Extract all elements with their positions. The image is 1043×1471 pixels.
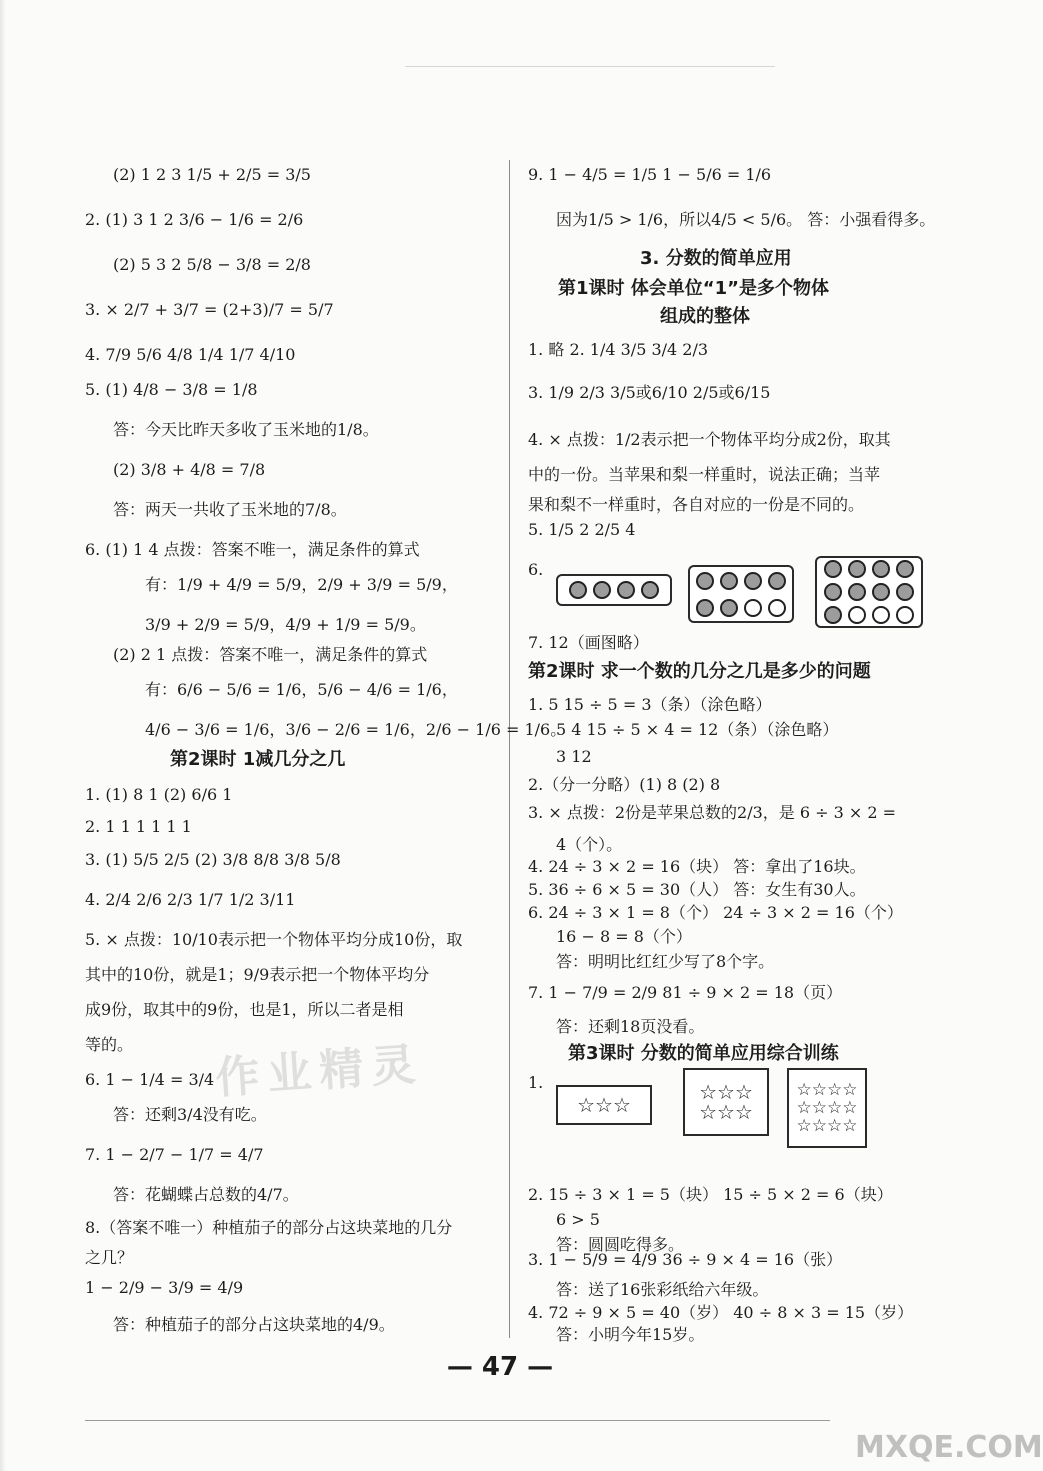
answer-line: 3. 1/9 2/3 3/5或6/10 2/5或6/15 xyxy=(528,383,771,402)
answer-line: 答：小明今年15岁。 xyxy=(556,1325,705,1344)
circle-mark xyxy=(720,599,738,617)
answer-line: 3/9 + 2/9 = 5/9，4/9 + 1/9 = 5/9。 xyxy=(145,615,426,634)
answer-line: 3. (1) 5/5 2/5 (2) 3/8 8/8 3/8 5/8 xyxy=(85,850,341,869)
star-figure-1 xyxy=(556,1085,652,1125)
answer-line: 7. 1 − 7/9 = 2/9 81 ÷ 9 × 2 = 18（页） xyxy=(528,983,843,1002)
circle-mark xyxy=(569,581,587,599)
section-heading: 3. 分数的简单应用 xyxy=(640,248,792,269)
star-icon-group: ☆☆☆ xyxy=(577,1093,631,1117)
circle-mark xyxy=(744,599,762,617)
circle-mark xyxy=(641,581,659,599)
circle-mark xyxy=(872,606,890,624)
circle-figure-1 xyxy=(556,574,672,606)
star-figure-2 xyxy=(683,1068,769,1136)
answer-line: 8.（答案不唯一）种植茄子的部分占这块菜地的几分 xyxy=(85,1218,453,1237)
circle-mark xyxy=(872,583,890,601)
lesson-heading-cont: 组成的整体 xyxy=(660,306,750,327)
answer-line: 果和梨不一样重时，各自对应的一份是不同的。 xyxy=(528,495,865,514)
answer-line: 其中的10份，就是1；9/9表示把一个物体平均分 xyxy=(85,965,430,984)
answer-line: 4（个）。 xyxy=(556,835,623,854)
answer-line: 4. 24 ÷ 3 × 2 = 16（块） 答：拿出了16块。 xyxy=(528,857,866,876)
answer-line: 因为1/5 > 1/6，所以4/5 < 5/6。 答：小强看得多。 xyxy=(556,210,936,229)
circle-mark xyxy=(848,606,866,624)
answer-line: 答：还剩18页没看。 xyxy=(556,1017,705,1036)
answer-line: 有：6/6 − 5/6 = 1/6，5/6 − 4/6 = 1/6， xyxy=(145,680,458,699)
answer-line: 答：今天比昨天多收了玉米地的1/8。 xyxy=(113,420,379,439)
answer-line: 6. xyxy=(528,560,544,579)
answer-line: 答：明明比红红少写了8个字。 xyxy=(556,952,775,971)
answer-line: 有：1/9 + 4/9 = 5/9，2/9 + 3/9 = 5/9， xyxy=(145,575,458,594)
answer-line: 4. 72 ÷ 9 × 5 = 40（岁） 40 ÷ 8 × 3 = 15（岁） xyxy=(528,1303,914,1322)
answer-line: 4. 7/9 5/6 4/8 1/4 1/7 4/10 xyxy=(85,345,296,364)
bottom-rule xyxy=(85,1420,830,1421)
answer-line: 5. 36 ÷ 6 × 5 = 30（人） 答：女生有30人。 xyxy=(528,880,866,899)
circle-mark xyxy=(824,606,842,624)
answer-line: 答：花蝴蝶占总数的4/7。 xyxy=(113,1185,299,1204)
answer-line: 5. 1/5 2 2/5 4 xyxy=(528,520,636,539)
answer-line: (2) 3/8 + 4/8 = 7/8 xyxy=(113,460,266,479)
answer-line: 答：种植茄子的部分占这块菜地的4/9。 xyxy=(113,1315,395,1334)
answer-line: 9. 1 − 4/5 = 1/5 1 − 5/6 = 1/6 xyxy=(528,165,772,184)
answer-line: 2. 15 ÷ 3 × 1 = 5（块） 15 ÷ 5 × 2 = 6（块） xyxy=(528,1185,893,1204)
answer-line: 3. × 点拨：2份是苹果总数的2/3，是 6 ÷ 3 × 2 = xyxy=(528,803,897,822)
answer-line: 中的一份。当苹果和梨一样重时，说法正确；当苹 xyxy=(528,465,881,484)
circle-mark xyxy=(768,572,786,590)
answer-line: 3 12 xyxy=(556,747,592,766)
circle-mark xyxy=(593,581,611,599)
answer-line: 4. 2/4 2/6 2/3 1/7 1/2 3/11 xyxy=(85,890,296,909)
site-watermark: MXQE.COM xyxy=(855,1430,1043,1465)
circle-figure-2 xyxy=(688,565,794,623)
answer-line: 7. 12（画图略） xyxy=(528,633,649,652)
star-icon-group: ☆☆☆☆☆☆ xyxy=(699,1080,753,1124)
answer-line: 5 4 15 ÷ 5 × 4 = 12（条）（涂色略） xyxy=(556,720,839,739)
lesson-heading: 第3课时 分数的简单应用综合训练 xyxy=(568,1043,839,1064)
circle-mark xyxy=(872,560,890,578)
answer-line: 答：两天一共收了玉米地的7/8。 xyxy=(113,500,347,519)
answer-line: (2) 5 3 2 5/8 − 3/8 = 2/8 xyxy=(113,255,311,274)
circle-mark xyxy=(896,606,914,624)
circle-mark xyxy=(824,583,842,601)
answer-line: 4. × 点拨：1/2表示把一个物体平均分成2份，取其 xyxy=(528,430,891,449)
circle-mark xyxy=(696,572,714,590)
circle-mark xyxy=(848,560,866,578)
star-figure-3 xyxy=(787,1068,867,1148)
circle-mark xyxy=(824,560,842,578)
answer-line: 之几？ xyxy=(85,1248,134,1267)
top-rule xyxy=(405,66,775,67)
answer-line: 16 − 8 = 8（个） xyxy=(556,927,692,946)
answer-line: 6. 1 − 1/4 = 3/4 xyxy=(85,1070,215,1089)
circle-mark xyxy=(744,572,762,590)
lesson-heading: 第2课时 1减几分之几 xyxy=(170,749,346,770)
answer-line: 3. × 2/7 + 3/7 = (2+3)/7 = 5/7 xyxy=(85,300,334,319)
answer-line: 5. (1) 4/8 − 3/8 = 1/8 xyxy=(85,380,258,399)
circle-mark xyxy=(848,583,866,601)
answer-line: 6. 24 ÷ 3 × 1 = 8（个） 24 ÷ 3 × 2 = 16（个） xyxy=(528,903,903,922)
answer-line: 1. 略 2. 1/4 3/5 3/4 2/3 xyxy=(528,340,709,359)
circle-figure-3 xyxy=(815,556,923,628)
answer-line: (2) 1 2 3 1/5 + 2/5 = 3/5 xyxy=(113,165,311,184)
page-number: — 47 — xyxy=(446,1352,554,1382)
answer-line: 6. (1) 1 4 点拨：答案不唯一，满足条件的算式 xyxy=(85,540,420,559)
circle-mark xyxy=(696,599,714,617)
answer-line: 1. (1) 8 1 (2) 6/6 1 xyxy=(85,785,233,804)
answer-line: 1 − 2/9 − 3/9 = 4/9 xyxy=(85,1278,244,1297)
answer-line: 答：送了16张彩纸给六年级。 xyxy=(556,1280,769,1299)
answer-line: 7. 1 − 2/7 − 1/7 = 4/7 xyxy=(85,1145,264,1164)
circle-mark xyxy=(896,560,914,578)
answer-line: 2. (1) 3 1 2 3/6 − 1/6 = 2/6 xyxy=(85,210,304,229)
answer-line: 1. xyxy=(528,1073,544,1092)
lesson-heading: 第1课时 体会单位“1”是多个物体 xyxy=(558,278,829,299)
circle-mark xyxy=(896,583,914,601)
answer-line: 3. 1 − 5/9 = 4/9 36 ÷ 9 × 4 = 16（张） xyxy=(528,1250,843,1269)
lesson-heading: 第2课时 求一个数的几分之几是多少的问题 xyxy=(528,661,871,682)
watermark: 作业精灵 xyxy=(213,1038,425,1105)
answer-line: (2) 2 1 点拨：答案不唯一，满足条件的算式 xyxy=(113,645,428,664)
answer-line: 等的。 xyxy=(85,1035,134,1054)
circle-mark xyxy=(617,581,635,599)
answer-line: 5. × 点拨：10/10表示把一个物体平均分成10份，取 xyxy=(85,930,463,949)
column-divider xyxy=(509,160,510,1338)
answer-line: 2.（分一分略）(1) 8 (2) 8 xyxy=(528,775,721,794)
answer-line: 成9份，取其中的9份，也是1，所以二者是相 xyxy=(85,1000,404,1019)
circle-mark xyxy=(720,572,738,590)
answer-line: 1. 5 15 ÷ 5 = 3（条）（涂色略） xyxy=(528,695,772,714)
circle-mark xyxy=(768,599,786,617)
page-edge-shadow xyxy=(0,0,6,1471)
answer-line: 6 > 5 xyxy=(556,1210,600,1229)
answer-line: 答：圆圆吃得多。 xyxy=(556,1235,685,1254)
answer-line: 2. 1 1 1 1 1 1 xyxy=(85,817,192,836)
star-icon-group: ☆☆☆☆☆☆☆☆☆☆☆☆ xyxy=(796,1080,858,1136)
answer-line: 4/6 − 3/6 = 1/6，3/6 − 2/6 = 1/6，2/6 − 1/6 = 1/6。 xyxy=(145,720,567,739)
answer-line: 答：还剩3/4没有吃。 xyxy=(113,1105,267,1124)
